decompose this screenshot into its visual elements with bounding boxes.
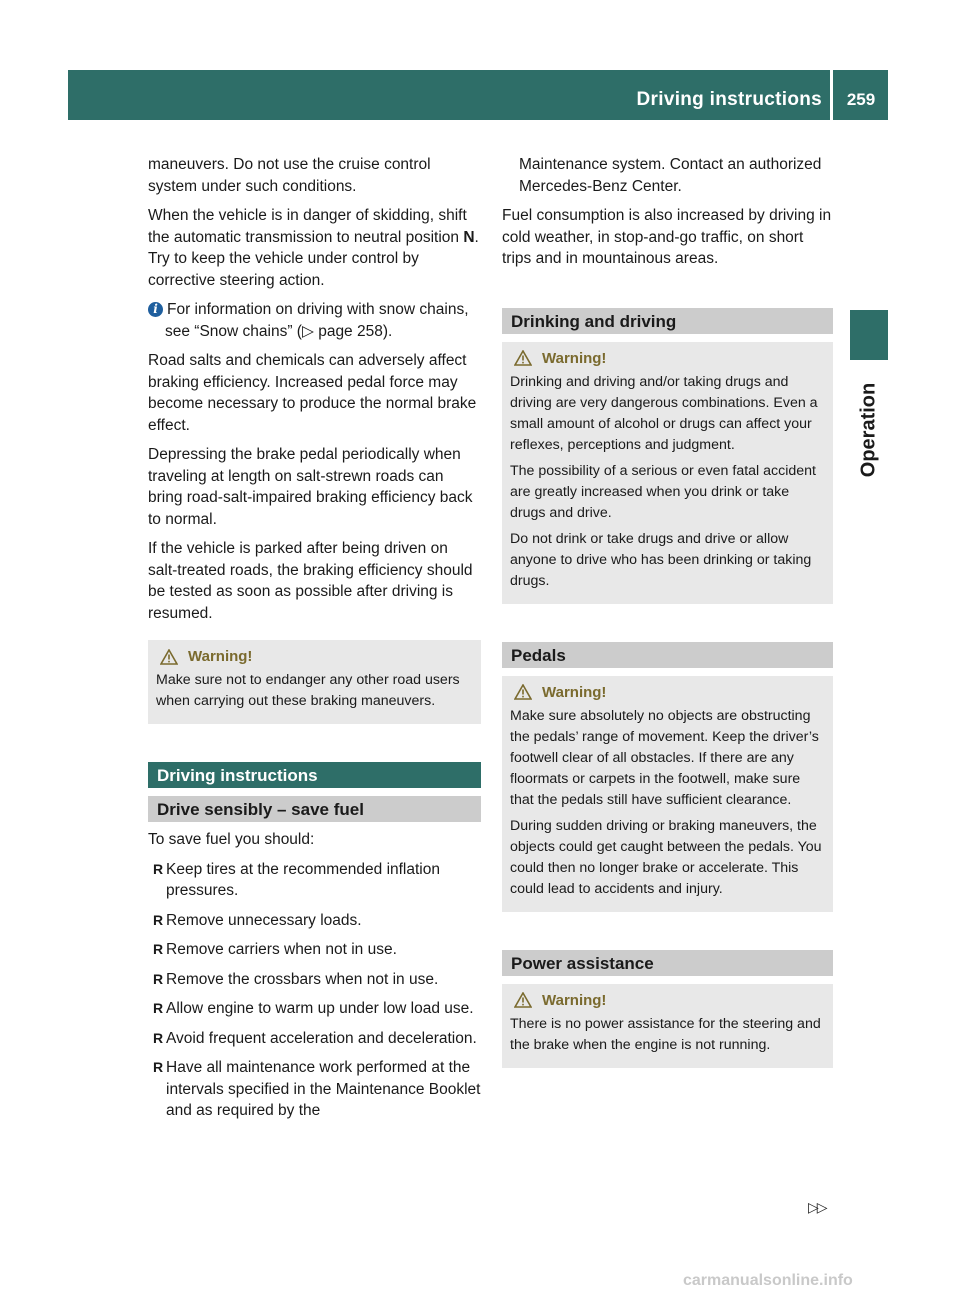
list-item bbox=[148, 910, 481, 932]
bullet-symbol: R bbox=[153, 911, 164, 928]
info-note bbox=[148, 299, 481, 342]
list-item bbox=[148, 1057, 481, 1122]
warning-text: Make sure not to endanger any other road users when carrying out these braking maneuvers. bbox=[156, 672, 460, 709]
warning-text: There is no power assistance for the steering and the brake when the engine is not running. bbox=[510, 1015, 821, 1053]
paragraph: Depressing the brake pedal periodically when traveling at length on salt-strewn roads can bring road-salt-impaired braking efficiency back to normal. bbox=[148, 446, 473, 528]
paragraph: To save fuel you should: bbox=[148, 831, 315, 848]
warning-box bbox=[502, 342, 833, 604]
list-item-text: Remove the crossbars when not in use. bbox=[166, 970, 439, 988]
gear-position: N bbox=[463, 228, 475, 246]
list-item bbox=[148, 969, 481, 991]
text-run: When the vehicle is in danger of skidding, shift the automatic transmission to neutral position bbox=[148, 207, 467, 246]
list-item-text: Avoid frequent acceleration and deceleration. bbox=[166, 1029, 477, 1047]
side-chapter-label: Operation bbox=[857, 382, 880, 478]
list-item bbox=[148, 1028, 481, 1050]
warning-text: Do not drink or take drugs and drive or allow anyone to drive who has been drinking or taking drugs. bbox=[510, 530, 812, 589]
list-item-text: Keep tires at the recommended inflation pressures. bbox=[166, 860, 440, 899]
warning-triangle-icon bbox=[160, 649, 178, 665]
continue-arrows-icon: ▷▷ bbox=[808, 1199, 826, 1215]
info-text[interactable]: For information on driving with snow chains, see “Snow chains” (▷ page 258). bbox=[165, 301, 469, 340]
subsection-heading: Drive sensibly – save fuel bbox=[148, 796, 481, 822]
paragraph-continued: Maintenance system. Contact an authorized Mercedes-Benz Center. bbox=[519, 156, 822, 195]
running-header-title: Driving instructions bbox=[636, 89, 822, 110]
warning-heading bbox=[156, 646, 473, 667]
section-heading-power: Power assistance bbox=[502, 950, 833, 976]
warning-triangle-icon bbox=[514, 992, 532, 1008]
warning-box bbox=[502, 984, 833, 1068]
bullet-symbol: R bbox=[153, 941, 164, 957]
section-heading-drinking: Drinking and driving bbox=[502, 308, 833, 334]
warning-text: Make sure absolutely no objects are obstructing the pedals’ range of movement. Keep the driver’s footwell clear of all obstacles. If there are any floormats or carpets in the footwell, make sure that the pedals still have sufficient clearance. bbox=[510, 707, 819, 808]
warning-triangle-icon bbox=[514, 684, 532, 700]
paragraph bbox=[148, 205, 481, 291]
paragraph: Road salts and chemicals can adversely affect braking efficiency. Increased pedal force may become necessary to produce the normal brake effect. bbox=[148, 352, 477, 434]
warning-label: Warning! bbox=[188, 648, 253, 665]
fuel-tips-list bbox=[148, 859, 481, 1122]
header-divider bbox=[830, 70, 833, 120]
warning-triangle-icon bbox=[514, 350, 532, 366]
list-item-text: Remove unnecessary loads. bbox=[166, 911, 362, 929]
right-column bbox=[502, 154, 833, 1076]
left-column bbox=[148, 154, 481, 1130]
warning-label: Warning! bbox=[542, 991, 607, 1009]
warning-heading bbox=[510, 682, 825, 703]
paragraph: Fuel consumption is also increased by driving in cold weather, in stop-and-go traffic, on short trips and in mountainous areas. bbox=[502, 207, 832, 267]
warning-box bbox=[502, 676, 833, 912]
side-tab-marker bbox=[850, 310, 888, 360]
page-number: 259 bbox=[846, 90, 876, 109]
list-item bbox=[148, 859, 481, 902]
warning-text: Drinking and driving and/or taking drugs and driving are very dangerous combinations. Even a small amount of alcohol or drugs can affect your reflexes, perceptions and judgment. bbox=[510, 373, 818, 453]
info-icon: i bbox=[148, 302, 163, 317]
paragraph: If the vehicle is parked after being driven on salt-treated roads, the braking efficiency should be tested as soon as possible after driving is resumed. bbox=[148, 540, 473, 622]
paragraph: maneuvers. Do not use the cruise control system under such conditions. bbox=[148, 156, 431, 195]
bullet-symbol: R bbox=[153, 1000, 164, 1016]
bullet-symbol: R bbox=[153, 970, 164, 987]
warning-heading bbox=[510, 990, 825, 1011]
list-item bbox=[148, 998, 481, 1020]
bullet-symbol: R bbox=[153, 1059, 164, 1075]
warning-label: Warning! bbox=[542, 683, 607, 701]
section-heading-pedals: Pedals bbox=[502, 642, 833, 668]
text-run: . Try to keep the vehicle under control by corrective steering action. bbox=[148, 228, 479, 289]
warning-label: Warning! bbox=[542, 349, 607, 367]
list-item-text: Have all maintenance work performed at the intervals specified in the Maintenance Booklet and as required by the bbox=[166, 1059, 481, 1119]
list-item bbox=[148, 939, 481, 961]
section-heading: Driving instructions bbox=[148, 762, 481, 788]
bullet-symbol: R bbox=[153, 1029, 164, 1046]
list-item-text: Remove carriers when not in use. bbox=[166, 941, 397, 958]
warning-text: The possibility of a serious or even fatal accident are greatly increased when you drink or take drugs and drive. bbox=[510, 462, 816, 521]
warning-text: During sudden driving or braking maneuvers, the objects could get caught between the pedals. You could then no longer brake or accelerate. This could lead to accidents and injury. bbox=[510, 817, 822, 897]
bullet-symbol: R bbox=[153, 860, 164, 877]
warning-heading bbox=[510, 348, 825, 369]
warning-box bbox=[148, 640, 481, 724]
list-item-text: Allow engine to warm up under low load use. bbox=[166, 1000, 474, 1017]
watermark: carmanualsonline.info bbox=[683, 1272, 853, 1289]
